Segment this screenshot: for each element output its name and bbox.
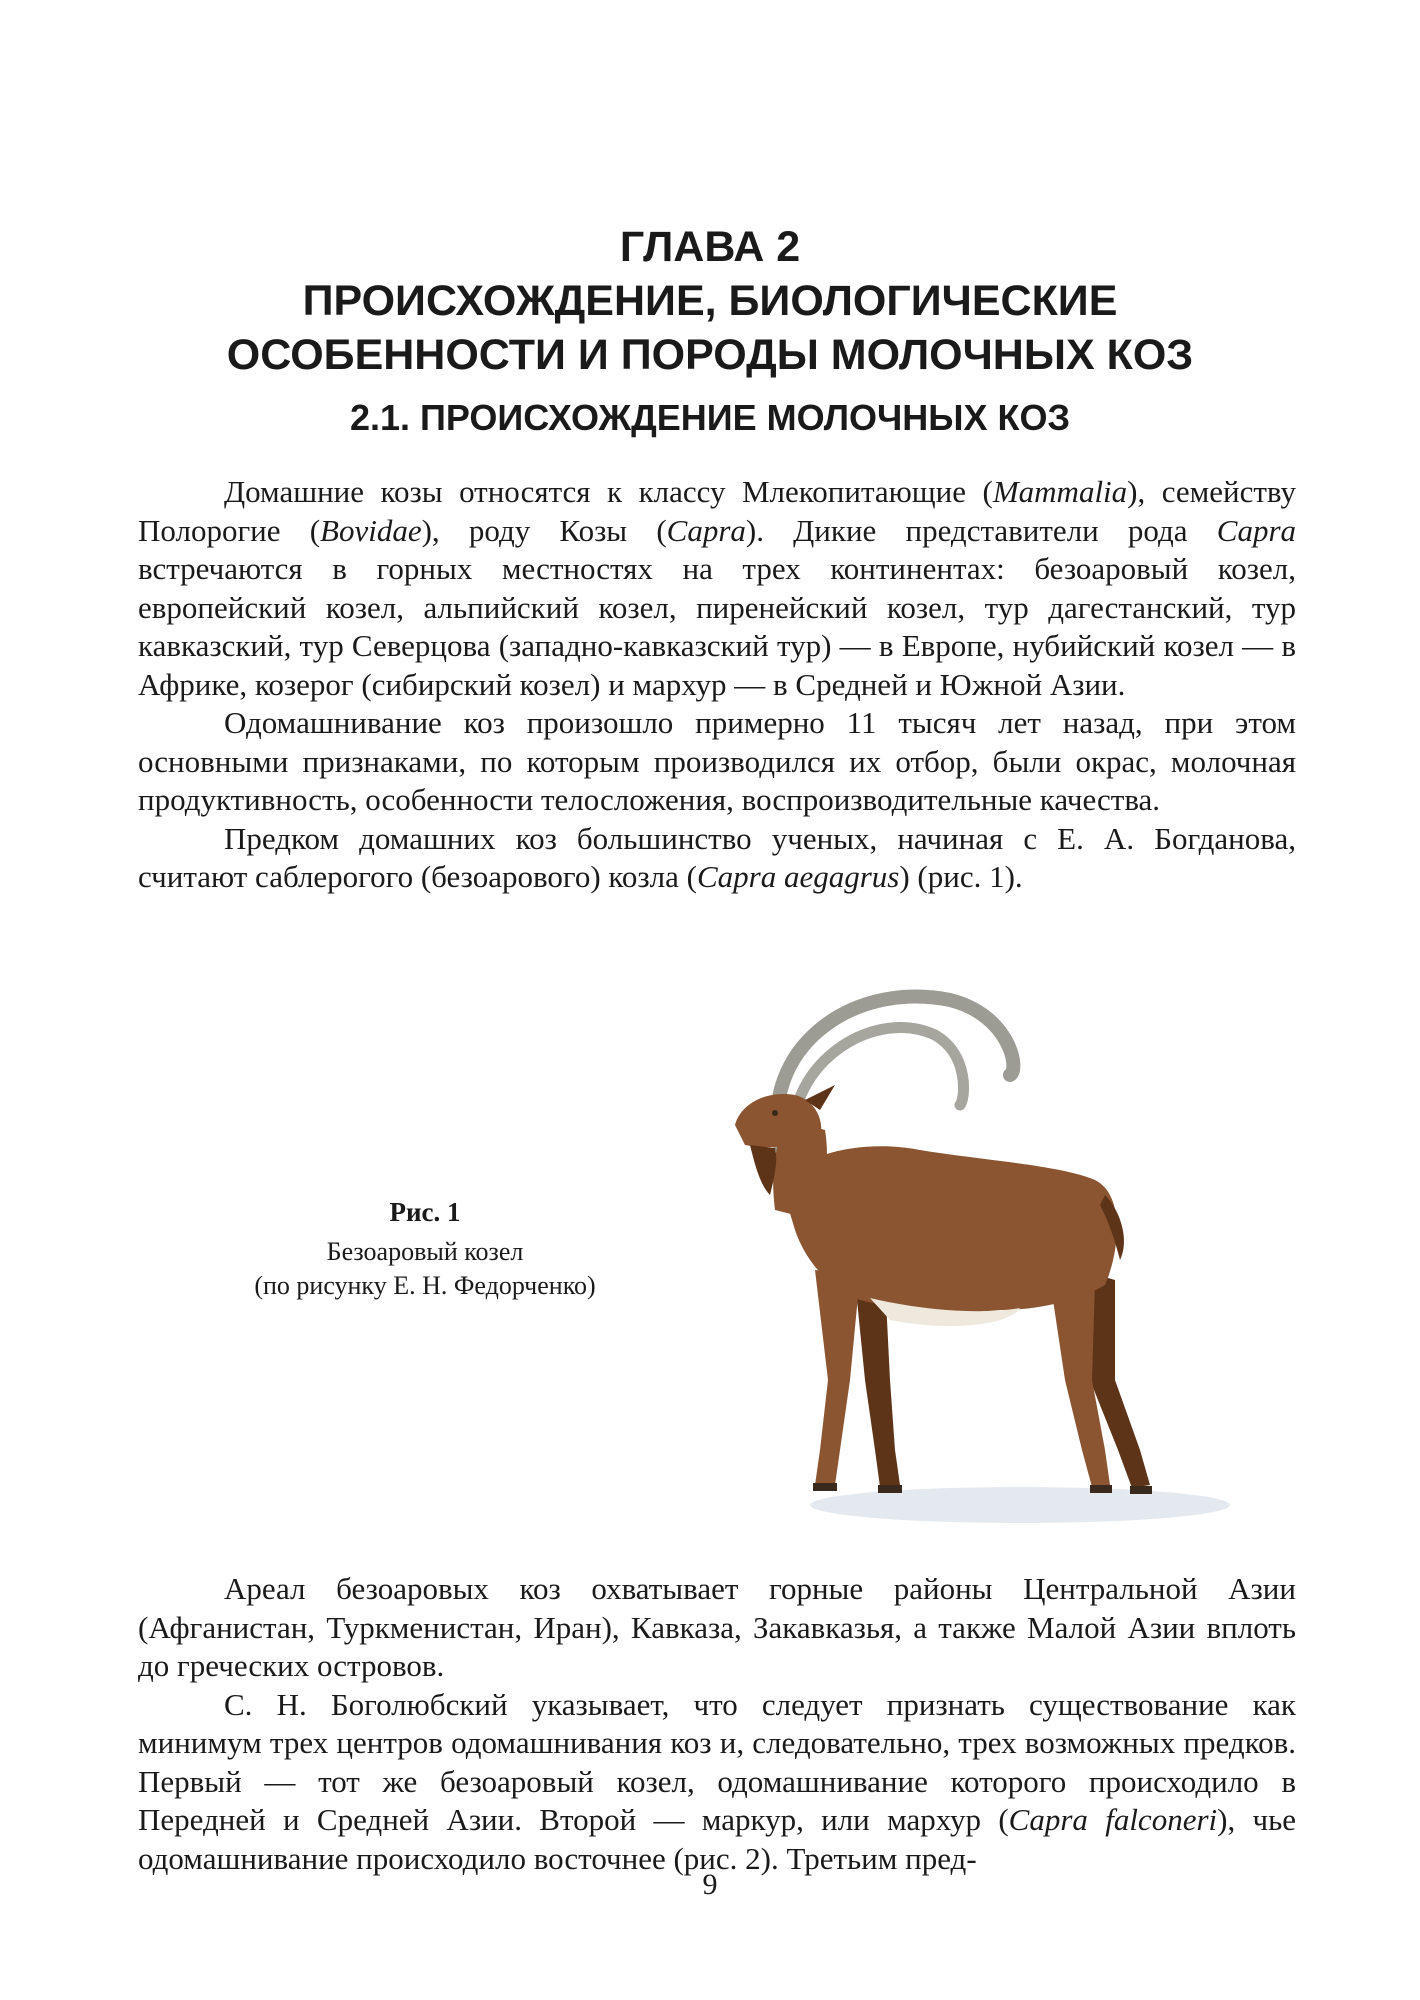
italic-latin-name: Capra falconeri bbox=[1008, 1802, 1218, 1837]
hoof bbox=[1090, 1485, 1112, 1493]
italic-latin-name: Capra bbox=[1216, 512, 1297, 548]
figure-caption-line-2: (по рисунку Е. Н. Федорченко) bbox=[254, 1271, 596, 1300]
chapter-title bbox=[0, 274, 1420, 382]
paragraph: Ареал безоаровых коз охватывает горные районы Центральной Азии (Афганистан, Туркменистан, Иран), Кавказа, Закавказья, а также Малой Азии вплоть до греческих островов. bbox=[138, 1571, 1296, 1683]
italic-latin-name: Capra bbox=[666, 512, 746, 548]
paragraph: Одомашнивание коз произошло примерно 11 тысяч лет назад, при этом основными признаками, по которым производился их отбор, были окрас, молочная продуктивность, особенности телосложения, воспроизводительные качества. bbox=[138, 705, 1296, 817]
section-heading: 2.1. ПРОИСХОЖДЕНИЕ МОЛОЧНЫХ КОЗ bbox=[349, 397, 1071, 438]
chapter-title-line-2: ОСОБЕННОСТИ И ПОРОДЫ МОЛОЧНЫХ КОЗ bbox=[226, 331, 1194, 379]
text-block-after-figure bbox=[138, 1570, 1296, 1878]
figure-caption bbox=[180, 1195, 670, 1303]
hoof bbox=[813, 1483, 837, 1491]
text-block-before-figure bbox=[138, 473, 1296, 897]
italic-latin-name: Bovidae bbox=[320, 512, 422, 548]
goat-drawing bbox=[720, 980, 1240, 1540]
figure-number: Рис. 1 bbox=[389, 1197, 461, 1227]
front-leg-front bbox=[815, 1270, 860, 1485]
figure-caption-text bbox=[180, 1235, 670, 1303]
paragraph: Предком домашних коз большинство ученых, начиная с Е. А. Богданова, считают саблерогого (безоарового) козла (Capra aegagrus) (рис. 1). bbox=[138, 820, 1296, 894]
figure-caption-line-1: Безоаровый козел bbox=[326, 1237, 524, 1266]
snow-ground bbox=[810, 1487, 1230, 1523]
goat-beard bbox=[750, 1145, 776, 1195]
paragraph: С. Н. Боголюбский указывает, что следует признать существование как минимум трех центров одомашнивания коз и, следовательно, трех возможных предков. Первый — тот же безоаровый козел, одомашнивание которого происходило в Передней и Средней Азии. Второй — маркур, или мархур (Capra falconeri), чье одомашнивание происходило восточнее (рис. 2). Третьим пред- bbox=[138, 1686, 1296, 1876]
chapter-heading: ГЛАВА 2 bbox=[619, 223, 801, 271]
chapter-title-line-1: ПРОИСХОЖДЕНИЕ, БИОЛОГИЧЕСКИЕ bbox=[302, 277, 1118, 325]
hoof bbox=[1130, 1486, 1152, 1494]
bezoar-goat-illustration bbox=[720, 980, 1240, 1540]
italic-latin-name: Capra aegagrus bbox=[696, 859, 900, 894]
goat-eye bbox=[772, 1110, 778, 1116]
hoof bbox=[878, 1485, 902, 1493]
page-number: 9 bbox=[702, 1868, 718, 1901]
paragraph: Домашние козы относятся к классу Млекопитающие (Mammalia), семейству Полорогие (Bovidae), роду Козы (Capra). Дикие представители рода Capra встречаются в горных местностях на трех континентах: безоаровый козел, европейский козел, альпийский козел, пиренейский козел, тур дагестанский, тур кавказский, тур Северцова (западно-кавказский тур) — в Европе, нубийский козел — в Африке, козерог (сибирский козел) и мархур — в Средней и Южной Азии. bbox=[138, 474, 1297, 702]
italic-latin-name: Mammalia bbox=[992, 474, 1128, 509]
